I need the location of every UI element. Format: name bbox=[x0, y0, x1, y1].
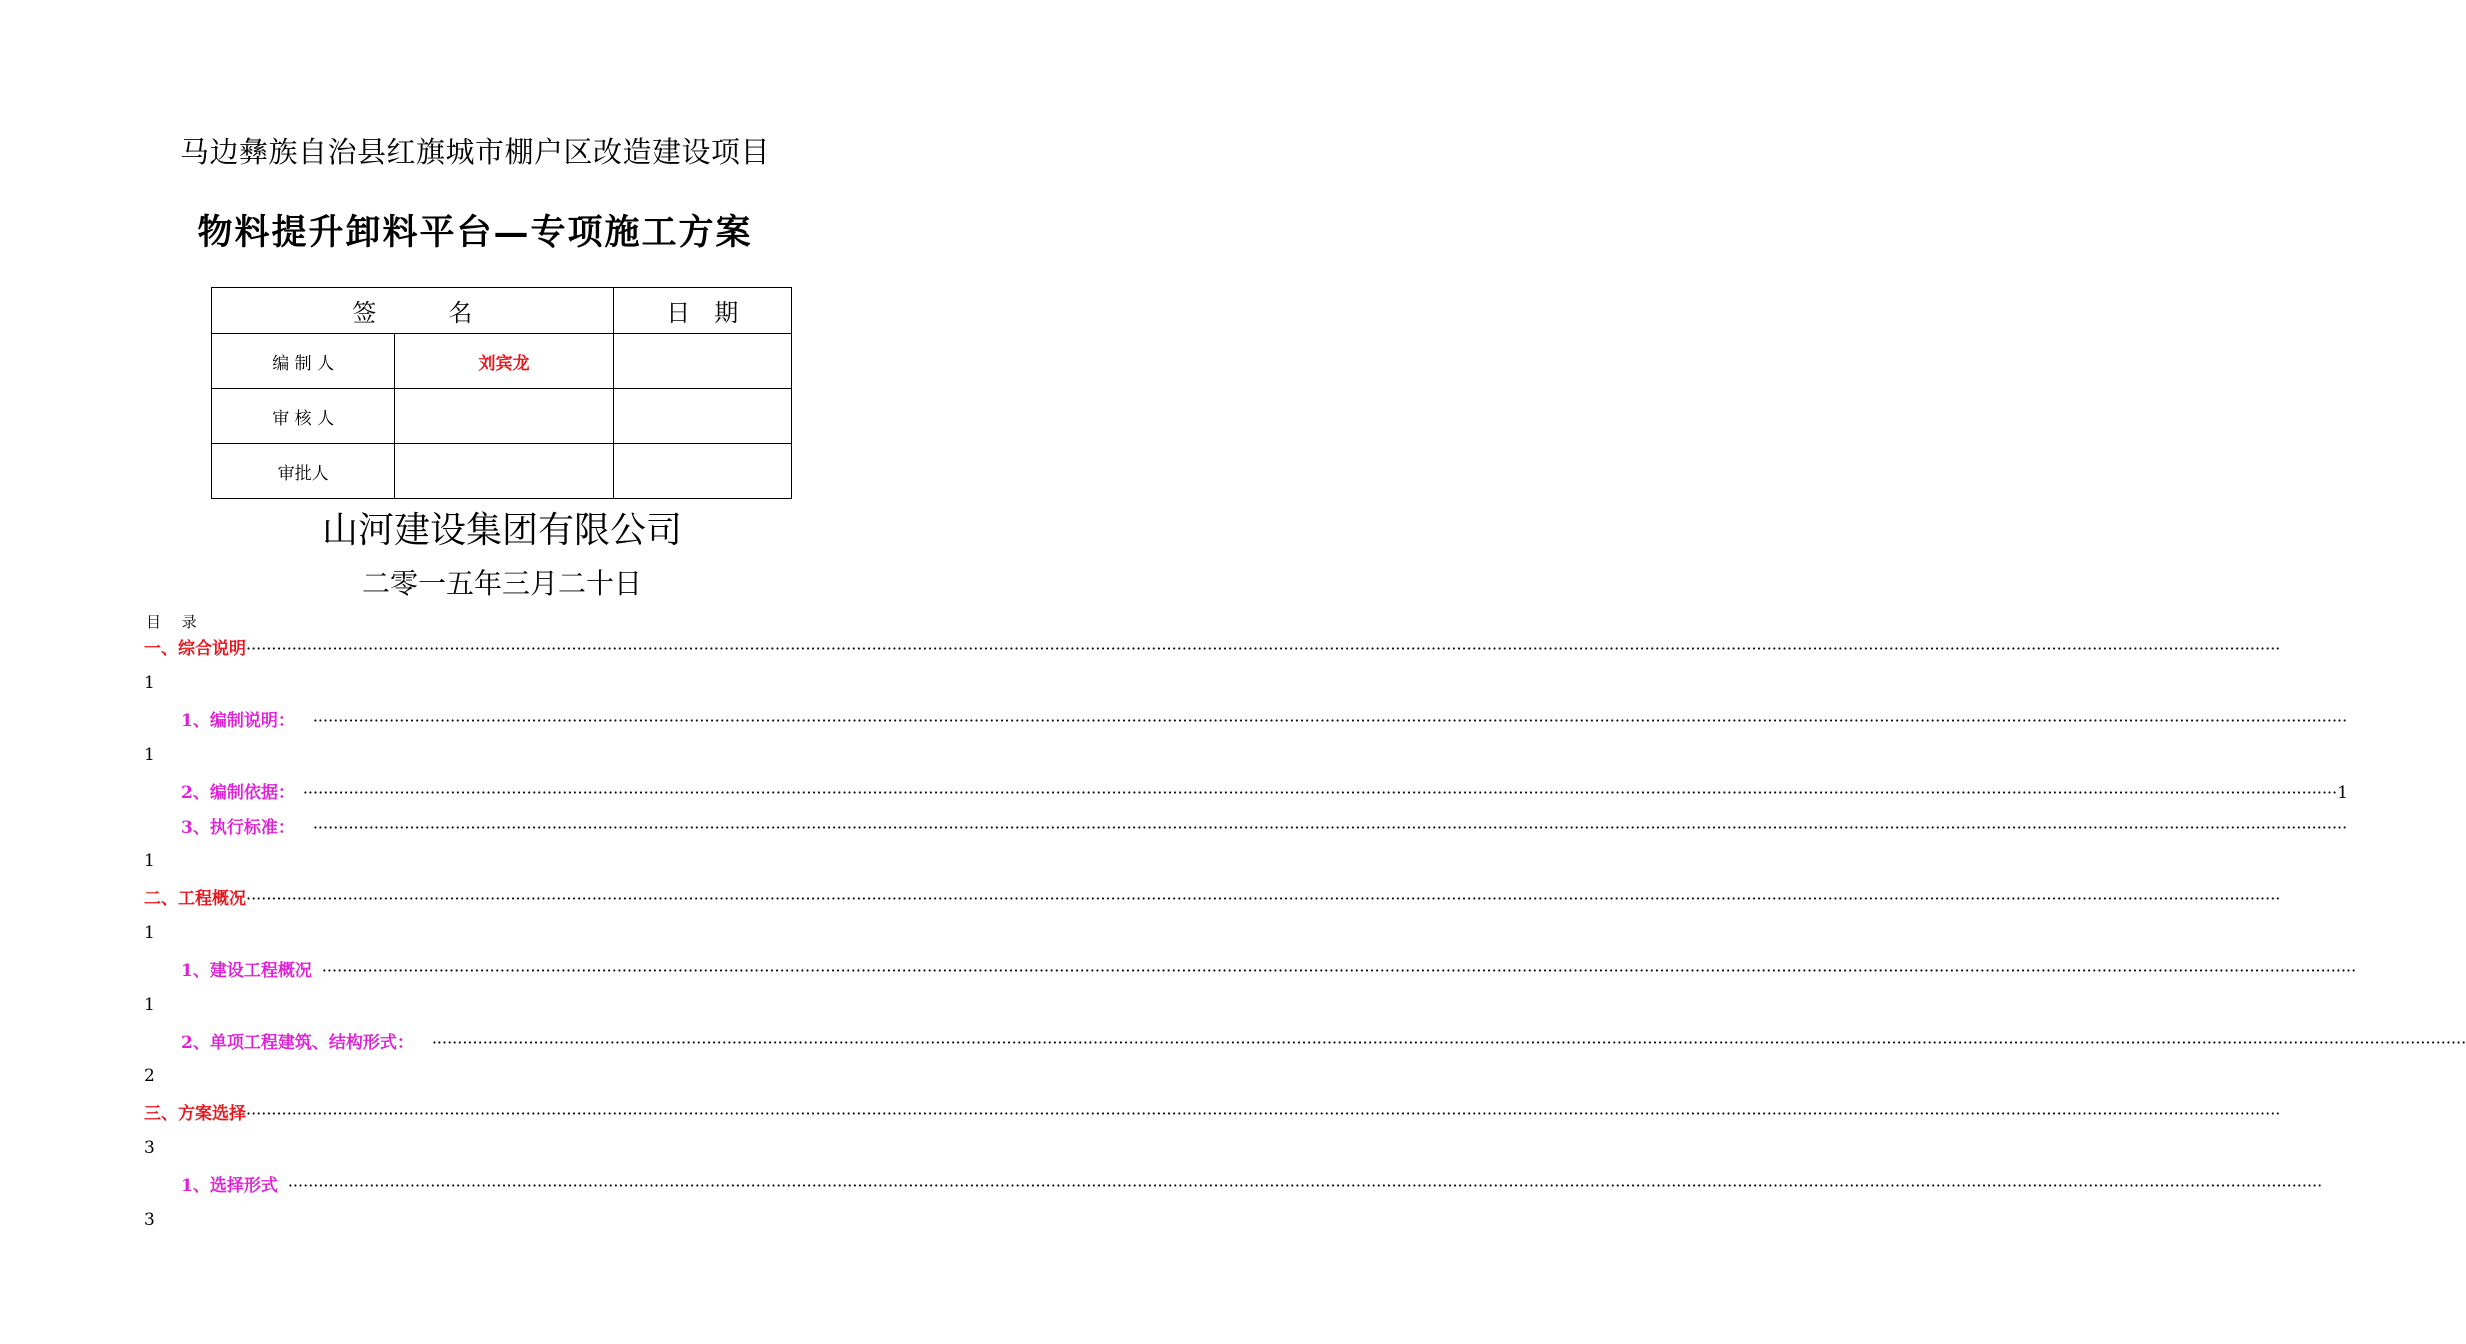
toc-entry-label: 1、编制说明： bbox=[181, 711, 295, 731]
toc-entry-1-2[interactable] bbox=[181, 778, 2349, 803]
toc-leader-dots: ················································································································································································································································································································································································································ bbox=[312, 818, 2348, 837]
toc-page-number: 1 bbox=[144, 923, 155, 943]
toc-entry-label: 二、工程概况 bbox=[144, 889, 246, 909]
signature-date bbox=[613, 389, 791, 444]
toc-entry-label: 2、编制依据： bbox=[181, 783, 295, 803]
signature-date bbox=[613, 334, 791, 389]
toc-page-number: 1 bbox=[144, 995, 155, 1015]
toc-entry-label: 2、单项工程建筑、结构形式： bbox=[181, 1033, 414, 1053]
toc-page-number: 1 bbox=[144, 673, 155, 693]
toc-entry-1-1[interactable] bbox=[181, 706, 2348, 731]
toc-leader-dots: ················································································································································································································································································································································································································ bbox=[287, 1176, 2323, 1195]
signature-row bbox=[212, 334, 792, 389]
role-label: 编 制 人 bbox=[212, 334, 395, 389]
toc-page-number: 1 bbox=[144, 851, 155, 871]
toc-entry-section-3[interactable] bbox=[144, 1099, 2281, 1124]
toc-page-number: 3 bbox=[144, 1138, 155, 1158]
toc-entry-label: 1、建设工程概况 bbox=[181, 961, 312, 981]
toc-entry-section-1[interactable] bbox=[144, 634, 2281, 659]
toc-entry-label: 3、执行标准： bbox=[181, 818, 295, 838]
signature-row bbox=[212, 444, 792, 499]
document-date: 二零一五年三月二十日 bbox=[361, 567, 642, 600]
toc-entry-3-1[interactable] bbox=[181, 1171, 2323, 1196]
toc-page-number: 1 bbox=[2337, 783, 2349, 803]
toc-entry-section-2[interactable] bbox=[144, 884, 2281, 909]
toc-entry-label: 一、综合说明 bbox=[144, 639, 246, 659]
toc-leader-dots: ················································································································································································································································································································································································································ bbox=[321, 961, 2357, 980]
toc-leader-dots: ················································································································································································································································································································································································································ bbox=[246, 1104, 2281, 1123]
document-title: 物料提升卸料平台—专项施工方案 bbox=[197, 212, 753, 253]
signature-name bbox=[395, 389, 613, 444]
toc-leader-dots: ················································································································································································································································································································································································································ bbox=[302, 783, 2338, 802]
date-column-header: 日 期 bbox=[613, 288, 791, 334]
signature-date bbox=[613, 444, 791, 499]
sign-column-header: 签 名 bbox=[212, 288, 614, 334]
signature-name bbox=[395, 444, 613, 499]
toc-leader-dots: ················································································································································································································································································································································································································ bbox=[246, 639, 2281, 658]
toc-page-number: 3 bbox=[144, 1210, 155, 1230]
role-label: 审批人 bbox=[212, 444, 395, 499]
toc-entry-2-2[interactable] bbox=[181, 1028, 2466, 1053]
toc-heading: 目 录 bbox=[146, 613, 205, 631]
project-title: 马边彝族自治县红旗城市棚户区改造建设项目 bbox=[179, 135, 770, 169]
toc-entry-2-1[interactable] bbox=[181, 956, 2357, 981]
company-name: 山河建设集团有限公司 bbox=[321, 510, 682, 551]
signature-name: 刘宾龙 bbox=[395, 334, 613, 389]
toc-leader-dots: ················································································································································································································································································································································································································ bbox=[431, 1033, 2466, 1052]
toc-entry-label: 三、方案选择 bbox=[144, 1104, 246, 1124]
signature-row bbox=[212, 389, 792, 444]
toc-leader-dots: ················································································································································································································································································································································································································ bbox=[312, 711, 2348, 730]
toc-leader-dots: ················································································································································································································································································································································································································ bbox=[246, 889, 2281, 908]
toc-entry-1-3[interactable] bbox=[181, 813, 2348, 838]
role-label: 审 核 人 bbox=[212, 389, 395, 444]
toc-entry-label: 1、选择形式 bbox=[181, 1176, 278, 1196]
signature-table-header bbox=[212, 288, 792, 334]
signature-table bbox=[211, 287, 792, 499]
toc-page-number: 2 bbox=[144, 1066, 155, 1086]
toc-page-number: 1 bbox=[144, 745, 155, 765]
